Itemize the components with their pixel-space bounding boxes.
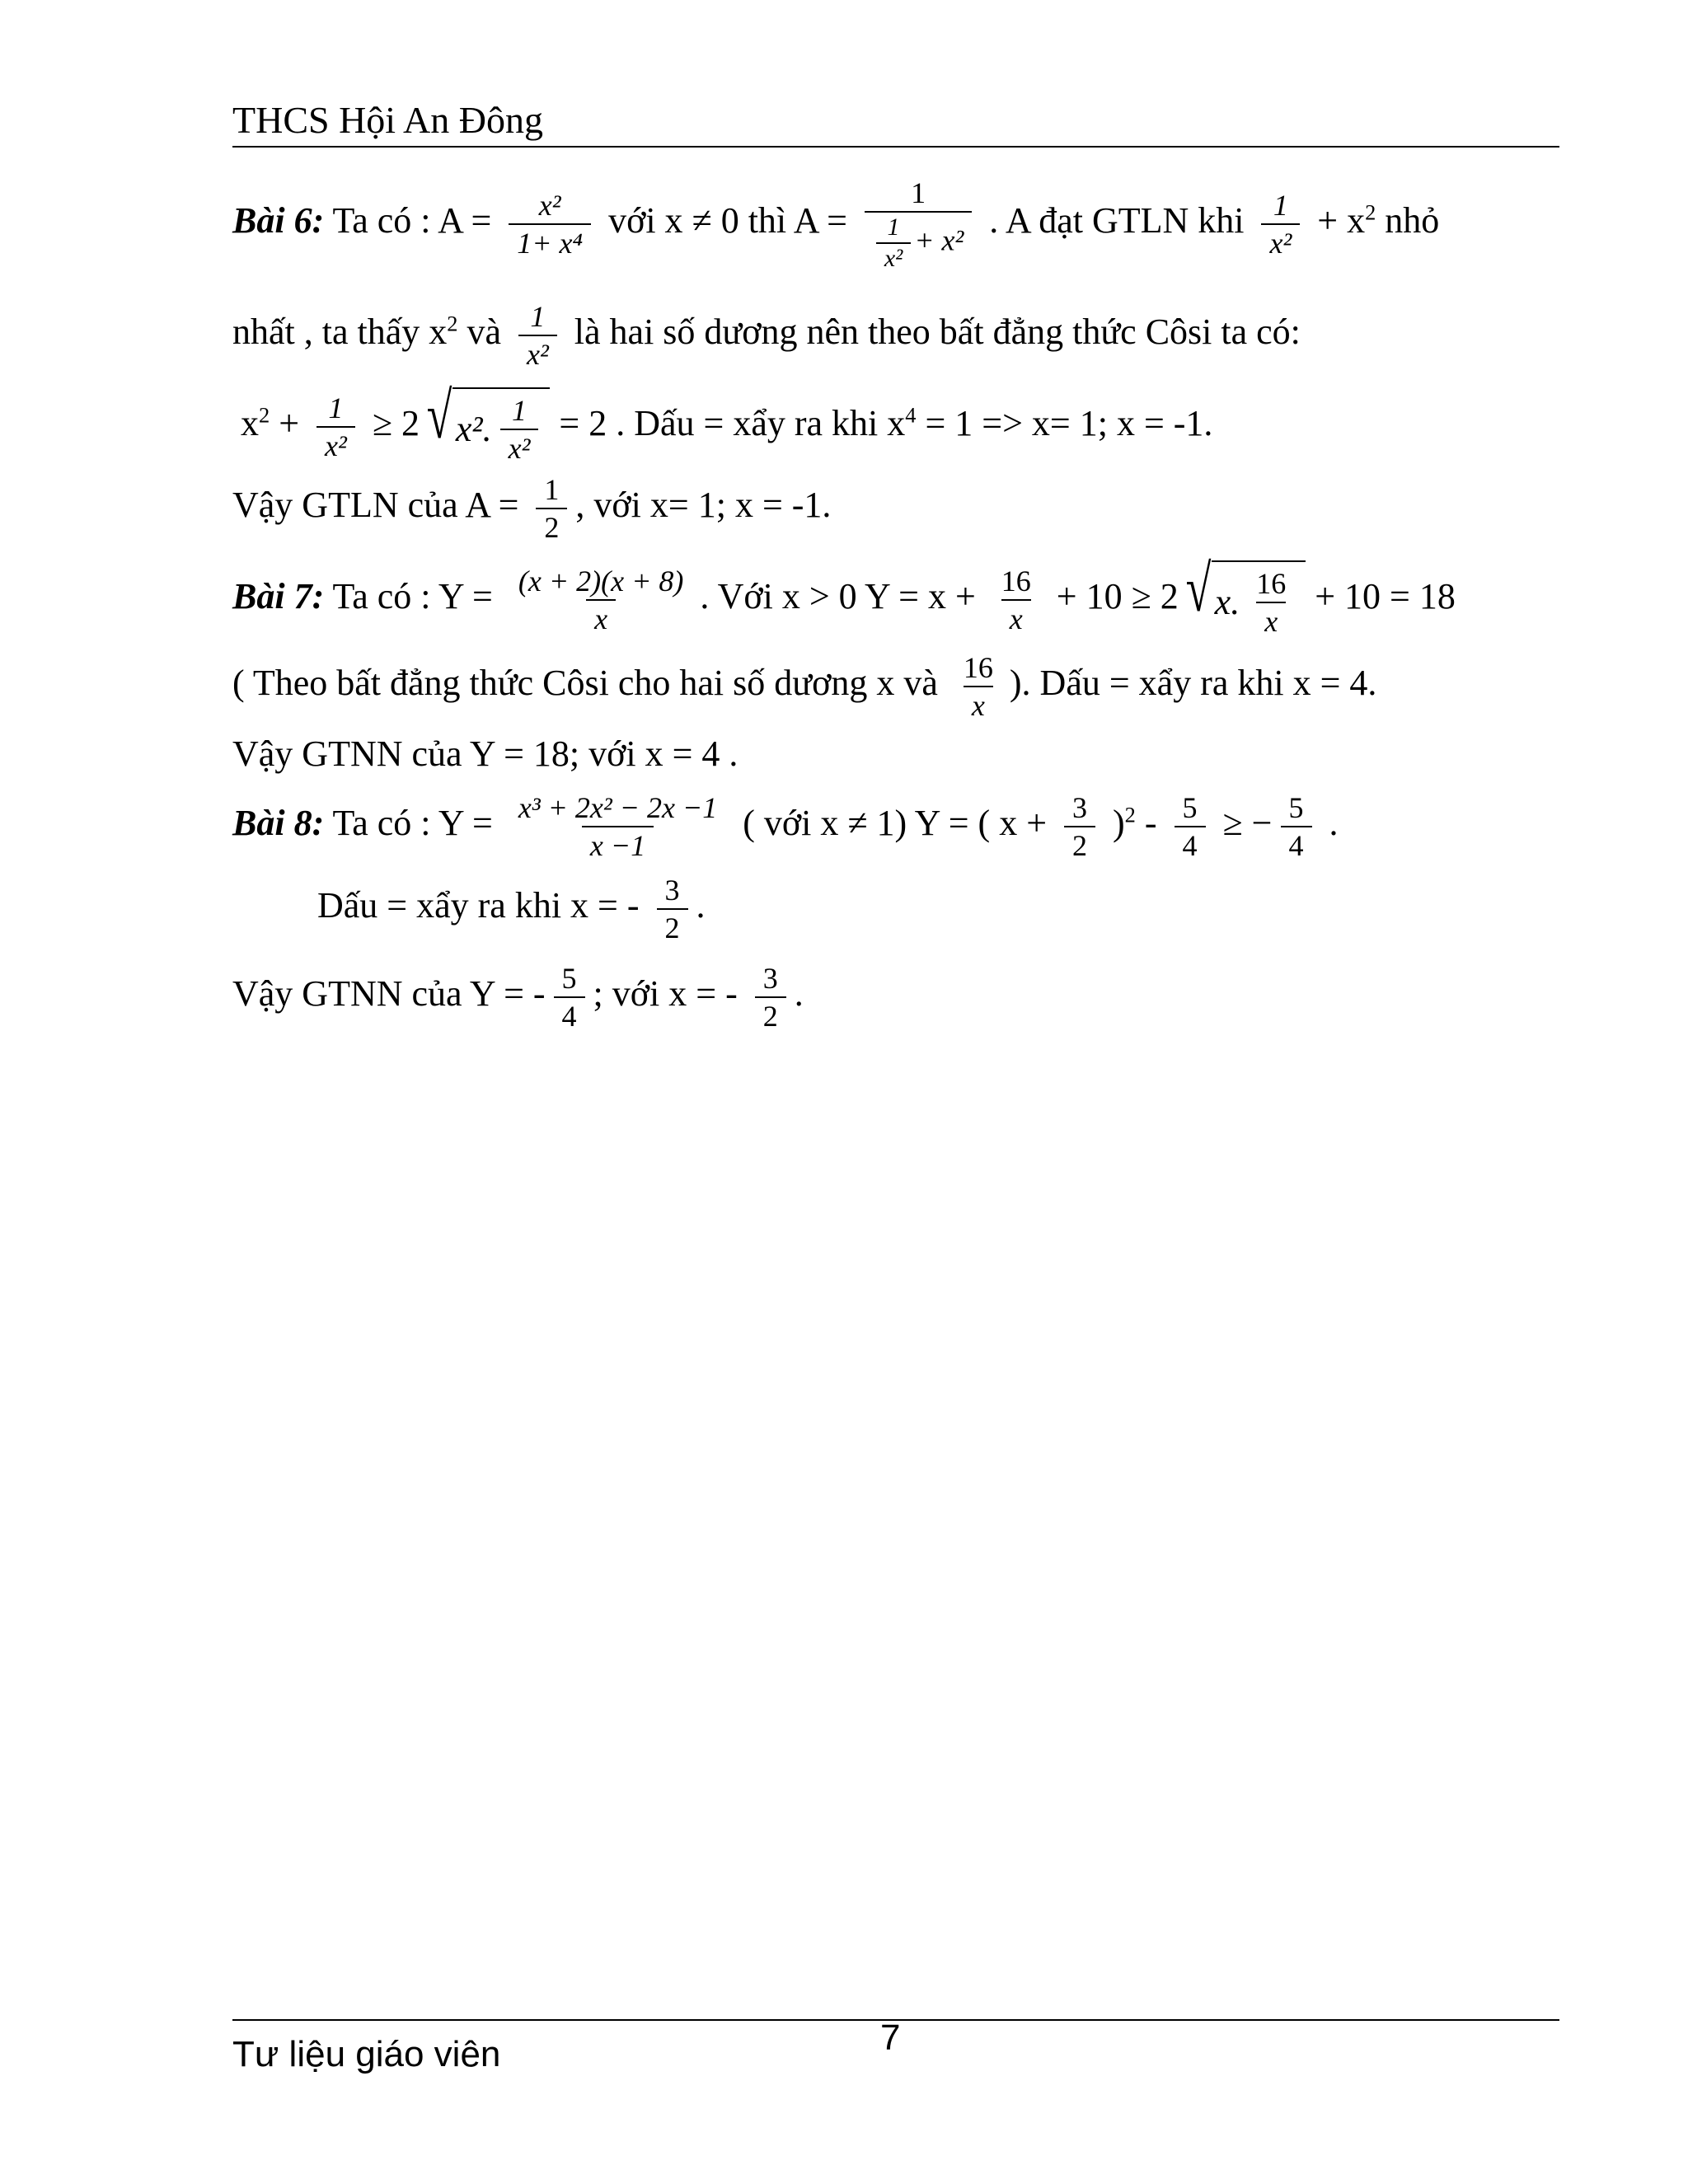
fraction-denominator: x² bbox=[500, 429, 539, 466]
header-title: THCS Hội An Đông bbox=[232, 99, 543, 141]
bai6-fraction-2 bbox=[865, 175, 972, 274]
bai8-text-2: ( với x ≠ 1) Y = ( x + bbox=[734, 803, 1057, 844]
fraction-numerator: 1 bbox=[544, 473, 560, 506]
radicand-fraction bbox=[500, 392, 539, 466]
radicand-text: x. bbox=[1214, 582, 1240, 622]
bai6-l4-fraction bbox=[536, 471, 567, 546]
footer-label: Tư liệu giáo viên bbox=[232, 2034, 501, 2074]
bai8-text-4: ≥ − bbox=[1213, 803, 1273, 844]
fraction-numerator: x³ + 2x² − 2x −1 bbox=[518, 791, 718, 824]
bai8-l2-text-a: Dấu = xẩy ra khi x = - bbox=[317, 885, 649, 926]
fraction-numerator: 16 bbox=[963, 651, 993, 684]
radicand-fraction bbox=[1248, 565, 1294, 640]
bai7-fraction-1 bbox=[510, 563, 692, 637]
bai8-l2-fraction bbox=[657, 872, 688, 946]
superscript: 2 bbox=[447, 311, 458, 336]
bai6-fraction-1 bbox=[509, 187, 591, 261]
bai8-fraction-4 bbox=[1281, 790, 1312, 864]
fraction-numerator: 1 bbox=[911, 176, 926, 209]
bai8-fraction-2 bbox=[1064, 790, 1095, 864]
fraction-denominator: 2 bbox=[1064, 826, 1095, 864]
fraction-numerator: 3 bbox=[1072, 791, 1088, 824]
bai7-text-3: + 10 ≥ 2 bbox=[1047, 576, 1179, 617]
bai8-l3-fraction-1 bbox=[554, 960, 585, 1034]
bai8-fraction-1 bbox=[510, 790, 725, 864]
fraction-denominator: 4 bbox=[1281, 826, 1312, 864]
bai8-l2-text-b: . bbox=[696, 885, 706, 926]
fraction-numerator: 5 bbox=[1182, 791, 1198, 824]
header-divider bbox=[232, 146, 1559, 148]
fraction-numerator: 3 bbox=[762, 962, 778, 995]
fraction-numerator: (x + 2)(x + 8) bbox=[518, 565, 684, 598]
fraction-denominator: x −1 bbox=[582, 826, 654, 864]
radical-sign: √ bbox=[426, 380, 452, 452]
bai6-l2-text-c: là hai số dương nên theo bất đẳng thức Côsi ta có: bbox=[565, 312, 1301, 353]
radicand-text: x². bbox=[455, 409, 492, 449]
fraction-denominator: x bbox=[1256, 602, 1286, 640]
fraction-numerator: 5 bbox=[1288, 791, 1304, 824]
bai8-text-5: . bbox=[1320, 803, 1339, 844]
bai7-text-2: . Với x > 0 Y = x + bbox=[700, 576, 985, 617]
bai6-text-3: . A đạt GTLN khi bbox=[980, 200, 1254, 241]
bai7-line-2 bbox=[232, 649, 1376, 724]
bai7-fraction-2 bbox=[993, 563, 1039, 637]
bai6-line-2 bbox=[232, 298, 1301, 373]
fraction-denominator: 2 bbox=[536, 508, 567, 546]
fraction-denominator: x bbox=[964, 686, 993, 724]
bai8-line-1 bbox=[232, 790, 1339, 864]
fraction-numerator: 1 bbox=[512, 394, 527, 427]
radicand bbox=[1212, 560, 1306, 640]
radical-sign: √ bbox=[1185, 553, 1212, 626]
radicand bbox=[452, 387, 551, 466]
bai6-l4-text-b: , với x= 1; x = -1. bbox=[575, 485, 832, 526]
bai7-l2-fraction bbox=[955, 649, 1001, 724]
fraction-denominator: 4 bbox=[554, 996, 585, 1034]
bai7-label: Bài 7: bbox=[232, 576, 325, 617]
superscript: 2 bbox=[1124, 802, 1136, 827]
square-root bbox=[421, 380, 550, 466]
bai8-l3-text-c: . bbox=[794, 973, 804, 1015]
fraction-denominator: x² bbox=[876, 242, 911, 274]
bai8-l3-text-a: Vậy GTNN của Y = - bbox=[232, 973, 546, 1015]
square-root bbox=[1180, 553, 1306, 640]
bai6-line-4 bbox=[232, 471, 831, 546]
fraction-denominator: x bbox=[1001, 599, 1031, 637]
bai6-l3-text-e: = 1 => x= 1; x = -1. bbox=[916, 403, 1213, 444]
bai8-l3-text-b: ; với x = - bbox=[593, 973, 747, 1015]
superscript: 2 bbox=[259, 402, 270, 428]
fraction-numerator: 1 bbox=[530, 300, 546, 333]
bai6-l2-text-a: nhất , ta thấy x bbox=[232, 312, 448, 353]
bai6-l2-text-b: và bbox=[457, 312, 510, 353]
bai6-label: Bài 6: bbox=[232, 200, 325, 241]
bai8-label: Bài 8: bbox=[232, 803, 325, 844]
superscript: 2 bbox=[1365, 199, 1376, 225]
fraction-numerator: 3 bbox=[664, 874, 680, 907]
bai6-line-3 bbox=[241, 380, 1213, 466]
fraction-numerator: 5 bbox=[561, 962, 577, 995]
fraction-numerator: 1 bbox=[887, 213, 900, 241]
fraction-denominator: 2 bbox=[657, 908, 688, 946]
bai6-fraction-3 bbox=[1261, 187, 1300, 261]
bai6-text-1: Ta có : A = bbox=[324, 200, 501, 241]
bai7-l2-text-b: ). Dấu = xẩy ra khi x = 4. bbox=[1009, 663, 1377, 704]
bai6-l2-fraction bbox=[518, 298, 557, 373]
bai7-line-1 bbox=[232, 553, 1456, 640]
bai7-text-4: + 10 = 18 bbox=[1306, 576, 1456, 617]
fraction-denominator: 2 bbox=[755, 996, 786, 1034]
bai8-text-1: Ta có : Y = bbox=[324, 803, 502, 844]
bai6-l3-text-d: = 2 . Dấu = xẩy ra khi x bbox=[550, 403, 906, 444]
bai6-line-1 bbox=[232, 175, 1439, 274]
bai8-l3-fraction-2 bbox=[755, 960, 786, 1034]
fraction-denominator: x² bbox=[518, 335, 557, 373]
bai8-line-3 bbox=[232, 960, 804, 1034]
fraction-numerator: 16 bbox=[1001, 565, 1031, 598]
bai6-text-4-tail: nhỏ bbox=[1376, 200, 1440, 241]
bai7-line-3: Vậy GTNN của Y = 18; với x = 4 . bbox=[232, 733, 738, 774]
fraction-denominator bbox=[865, 211, 972, 274]
bai6-text-4: + x bbox=[1308, 200, 1366, 241]
bai6-text-2: với x ≠ 0 thì A = bbox=[599, 200, 856, 241]
bai6-l3-text-c: ≥ 2 bbox=[363, 403, 420, 444]
fraction-numerator: 16 bbox=[1256, 567, 1287, 600]
bai8-text-3: ) bbox=[1104, 803, 1125, 844]
bai6-l3-text-b: + bbox=[270, 403, 309, 444]
bai7-l2-text-a: ( Theo bất đẳng thức Côsi cho hai số dương x và bbox=[232, 663, 947, 704]
fraction-tail: + x² bbox=[914, 223, 964, 257]
fraction-denominator: 1+ x⁴ bbox=[509, 223, 591, 261]
bai8-fraction-3 bbox=[1175, 790, 1206, 864]
fraction-numerator: 1 bbox=[1273, 189, 1288, 222]
page-number: 7 bbox=[880, 2018, 901, 2058]
fraction-denominator: x² bbox=[1261, 223, 1300, 261]
fraction-denominator: x² bbox=[316, 426, 355, 464]
bai7-text-1: Ta có : Y = bbox=[324, 576, 502, 617]
fraction-denominator: 4 bbox=[1175, 826, 1206, 864]
nested-fraction bbox=[876, 213, 911, 274]
bai8-line-2 bbox=[317, 872, 706, 946]
bai6-l4-text-a: Vậy GTLN của A = bbox=[232, 485, 528, 526]
fraction-denominator: x bbox=[586, 599, 616, 637]
bai6-l3-fraction bbox=[316, 390, 355, 464]
superscript: 4 bbox=[905, 402, 917, 428]
bai8-text-3b: - bbox=[1135, 803, 1166, 844]
fraction-numerator: 1 bbox=[328, 391, 344, 424]
fraction-numerator: x² bbox=[538, 189, 561, 222]
bai6-l3-text-a: x bbox=[241, 403, 259, 444]
